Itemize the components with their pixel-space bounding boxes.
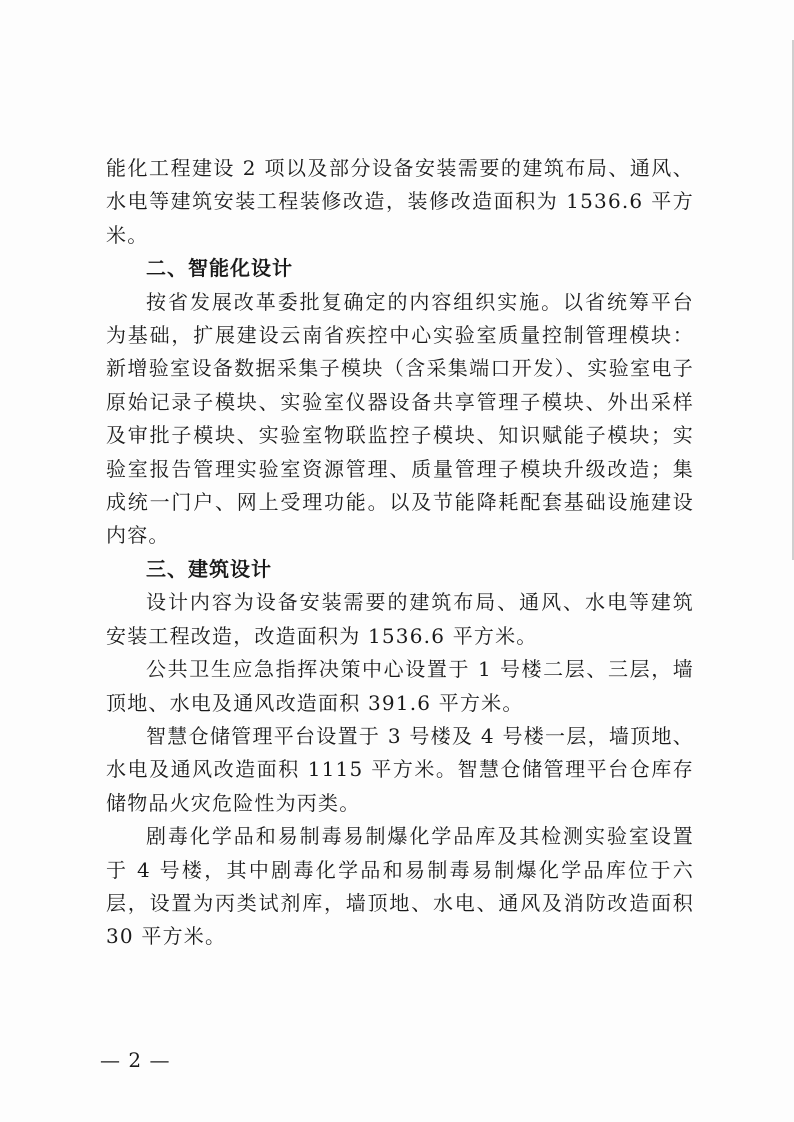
paragraph-intelligent-design: 按省发展改革委批复确定的内容组织实施。以省统筹平台为基础，扩展建设云南省疾控中心实验室质量控制管理模块：新增验室设备数据采集子模块（含采集端口开发）、实验室电子原始记录子模块、实验室仪器设备共享管理子模块、外出采样及审批子模块、实验室物联监控子模块、知识赋能子模块；实验室报告管理实验室资源管理、质量管理子模块升级改造；集成统一门户、网上受理功能。以及节能降耗配套基础设施建设内容。 xyxy=(106,289,694,548)
page-number: — 2 — xyxy=(100,1048,171,1072)
paragraph-design-content: 设计内容为设备安装需要的建筑布局、通风、水电等建筑安装工程改造，改造面积为 1536.6 平方米。 xyxy=(106,590,694,648)
paragraph-emergency-center: 公共卫生应急指挥决策中心设置于 1 号楼二层、三层，墙顶地、水电及通风改造面积 391.6 平方米。 xyxy=(106,657,694,715)
section-heading-architectural-design: 三、建筑设计 xyxy=(146,556,272,581)
section-heading-intelligent-design: 二、智能化设计 xyxy=(146,256,293,281)
document-body xyxy=(106,152,694,954)
paragraph-chemical-storage: 剧毒化学品和易制毒易制爆化学品库及其检测实验室设置于 4 号楼，其中剧毒化学品和易制毒易制爆化学品库位于六层，设置为丙类试剂库，墙顶地、水电、通风及消防改造面积 30 平方米。 xyxy=(106,824,694,949)
paragraph-smart-warehouse: 智慧仓储管理平台设置于 3 号楼及 4 号楼一层，墙顶地、水电及通风改造面积 1115 平方米。智慧仓储管理平台仓库存储物品火灾危险性为丙类。 xyxy=(106,723,694,815)
paragraph-continuation: 能化工程建设 2 项以及部分设备安装需要的建筑布局、通风、水电等建筑安装工程装修改造，装修改造面积为 1536.6 平方米。 xyxy=(106,156,694,247)
